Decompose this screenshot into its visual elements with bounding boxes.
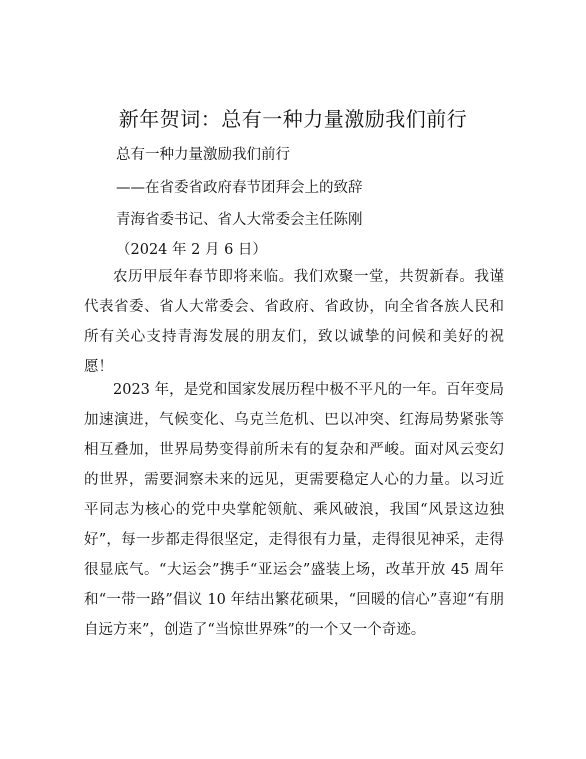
speech-occasion-line: ——在省委省政府春节团拜会上的致辞 (116, 180, 363, 196)
date-line: （2024 年 2 月 6 日） (116, 242, 267, 258)
document-subtitle: 总有一种力量激励我们前行 (116, 147, 290, 163)
body-paragraph: 2023 年，是党和国家发展历程中极不平凡的一年。百年变局加速演进，气候变化、乌克兰危机、巴以冲突、红海局势紧张等相互叠加，世界局势变得前所未有的复杂和严峻。面对风云变幻的世界，需要洞察未来的远见，更需要稳定人心的力量。以习近平同志为核心的党中央掌舵领航、乘风破浪，我国“风景这边独好”，每一步都走得很坚定，走得很有力量，走得很见神采，走得很显底气。“大运会”携手“亚运会”盛装上场，改革开放 45 周年和“一带一路”倡议 10 年结出繁花硕果，“回暖的信心”喜迎“有朋自远方来”，创造了“当惊世界殊”的一个又一个奇迹。 (84, 382, 504, 638)
body-paragraph: 农历甲辰年春节即将来临。我们欢聚一堂，共贺新春。我谨代表省委、省人大常委会、省政府、省政协，向全省各族人民和所有关心支持青海发展的朋友们，致以诚挚的问候和美好的祝愿！ (84, 269, 504, 375)
author-line: 青海省委书记、省人大常委会主任陈刚 (116, 212, 363, 228)
document-title: 新年贺词：总有一种力量激励我们前行 (118, 107, 468, 131)
